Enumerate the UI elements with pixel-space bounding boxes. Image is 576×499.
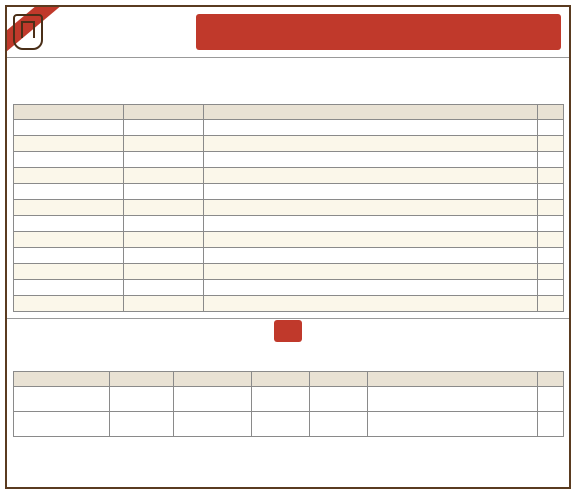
table-row xyxy=(13,136,563,152)
project-name xyxy=(203,232,537,248)
table-row xyxy=(13,216,563,232)
guarantee-cell xyxy=(13,296,123,312)
budget-cell xyxy=(309,387,367,412)
budget-cell xyxy=(123,200,203,216)
table-row xyxy=(13,184,563,200)
project-name xyxy=(367,387,537,412)
row-number xyxy=(537,168,563,184)
budget-cell xyxy=(123,184,203,200)
notice2-subtitle xyxy=(7,343,569,371)
project-name xyxy=(203,136,537,152)
project-name xyxy=(203,184,537,200)
guarantee-cell xyxy=(13,232,123,248)
col-budget-header xyxy=(309,372,367,387)
credit-cell xyxy=(251,387,309,412)
project-name xyxy=(203,280,537,296)
guarantee-cell xyxy=(13,216,123,232)
row-number xyxy=(537,152,563,168)
col-credit-header xyxy=(251,372,309,387)
row-number xyxy=(537,387,563,412)
col-deadline-header xyxy=(173,372,251,387)
budget-cell xyxy=(123,264,203,280)
table-row xyxy=(13,168,563,184)
projects-table xyxy=(13,104,564,312)
guarantee-cell xyxy=(13,200,123,216)
row-number xyxy=(537,232,563,248)
budget-cell xyxy=(123,136,203,152)
table-row xyxy=(13,264,563,280)
footer xyxy=(7,469,569,487)
guarantee-cell xyxy=(13,412,109,437)
budget-cell xyxy=(123,280,203,296)
budget-cell xyxy=(123,152,203,168)
budget-cell xyxy=(123,216,203,232)
project-name xyxy=(203,168,537,184)
row-number xyxy=(537,412,563,437)
table-row xyxy=(13,280,563,296)
budget-cell xyxy=(123,120,203,136)
project-name xyxy=(203,216,537,232)
organization-logo xyxy=(13,12,188,52)
col-project-header xyxy=(203,105,537,120)
guarantee-cell xyxy=(13,168,123,184)
row-number xyxy=(537,216,563,232)
project-name xyxy=(367,412,537,437)
budget-cell xyxy=(123,296,203,312)
guarantee-cell xyxy=(13,264,123,280)
project-name xyxy=(203,296,537,312)
plan-code-cell xyxy=(109,387,173,412)
row-number xyxy=(537,296,563,312)
table-row xyxy=(13,412,563,437)
notice1-header xyxy=(7,7,569,58)
col-guarantee-header xyxy=(13,372,109,387)
row-number xyxy=(537,184,563,200)
org-emblem-icon xyxy=(13,14,43,50)
budget-cell xyxy=(309,412,367,437)
col-row-header xyxy=(537,105,563,120)
col-plan-code-header xyxy=(109,372,173,387)
table-header-row xyxy=(13,105,563,120)
col-row-header xyxy=(537,372,563,387)
col-project-header xyxy=(367,372,537,387)
col-guarantee-header xyxy=(13,105,123,120)
table-row xyxy=(13,152,563,168)
notice2-header xyxy=(7,318,569,343)
guarantee-cell xyxy=(13,248,123,264)
row-number xyxy=(537,264,563,280)
table-row xyxy=(13,296,563,312)
table-row xyxy=(13,387,563,412)
table-row xyxy=(13,120,563,136)
tender-notice-page xyxy=(5,5,571,489)
row-number xyxy=(537,136,563,152)
plan-code-cell xyxy=(109,412,173,437)
notice2-title xyxy=(274,320,302,342)
guarantee-cell xyxy=(13,280,123,296)
guarantee-cell xyxy=(13,152,123,168)
budget-cell xyxy=(123,168,203,184)
col-budget-header xyxy=(123,105,203,120)
guarantee-cell xyxy=(13,387,109,412)
row-number xyxy=(537,280,563,296)
table-row xyxy=(13,248,563,264)
projects-table-2 xyxy=(13,371,564,437)
row-number xyxy=(537,200,563,216)
notice1-title xyxy=(196,14,561,50)
table-row xyxy=(13,232,563,248)
project-name xyxy=(203,200,537,216)
project-name xyxy=(203,120,537,136)
notice1-intro xyxy=(7,58,569,100)
deadline-cell xyxy=(173,387,251,412)
project-name xyxy=(203,248,537,264)
guarantee-cell xyxy=(13,136,123,152)
row-number xyxy=(537,248,563,264)
row-number xyxy=(537,120,563,136)
table-row xyxy=(13,200,563,216)
guarantee-cell xyxy=(13,184,123,200)
project-name xyxy=(203,264,537,280)
budget-cell xyxy=(123,248,203,264)
budget-cell xyxy=(123,232,203,248)
credit-cell xyxy=(251,412,309,437)
deadline-cell xyxy=(173,412,251,437)
project-name xyxy=(203,152,537,168)
table-header-row xyxy=(13,372,563,387)
guarantee-cell xyxy=(13,120,123,136)
